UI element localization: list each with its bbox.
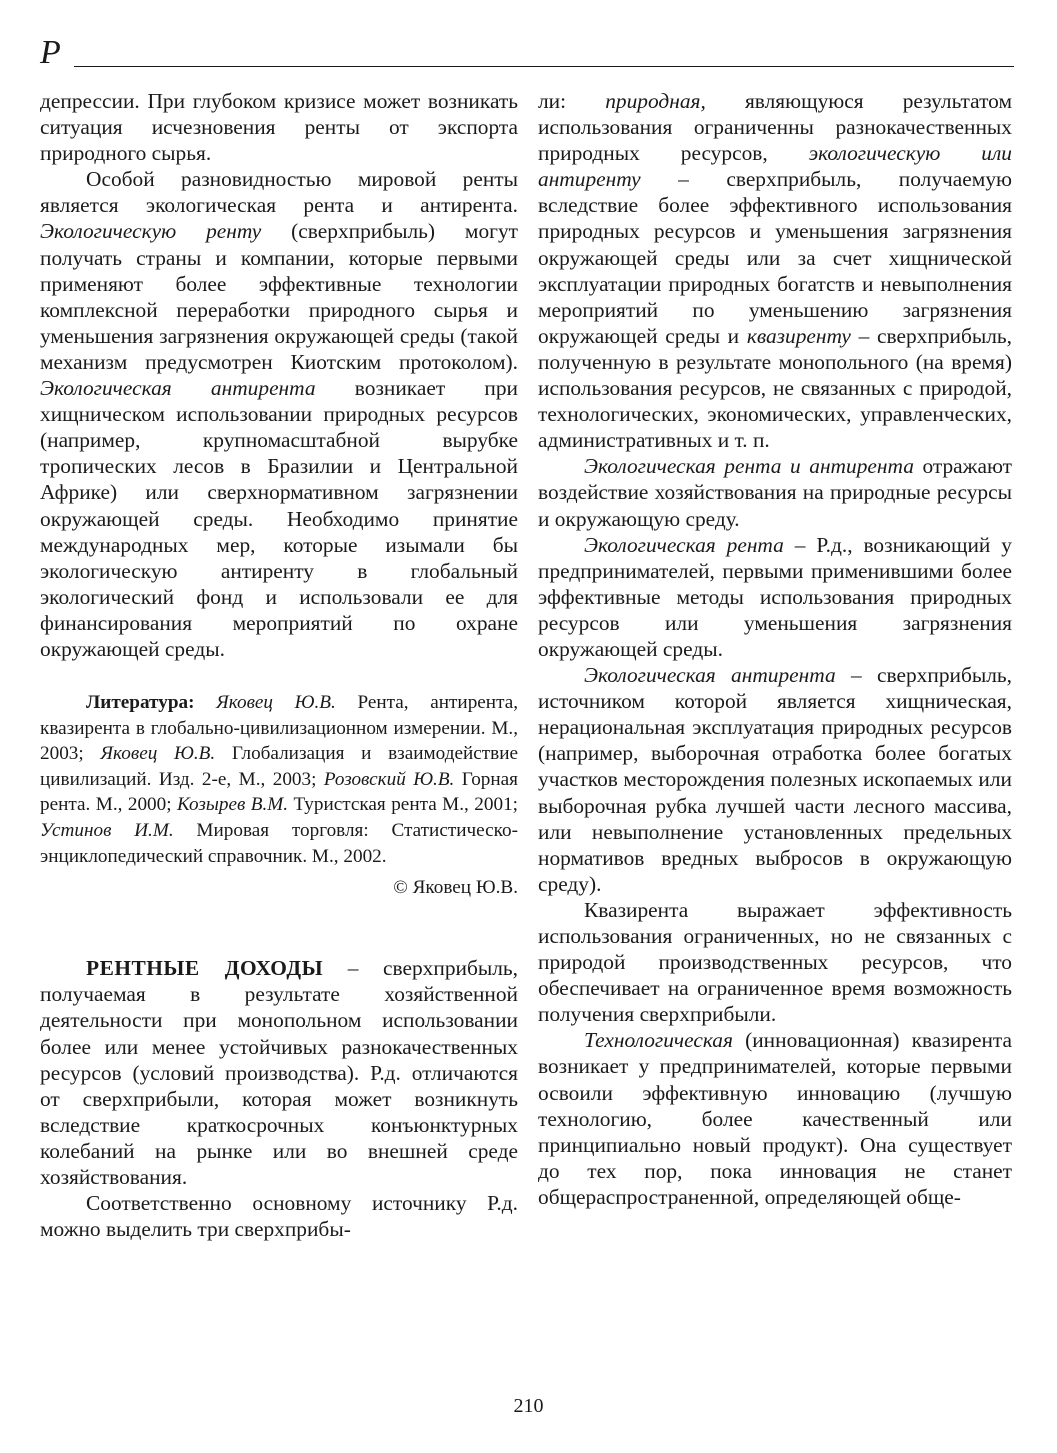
paragraph: Технологическая (инновационная) квазирента возникает у предпринимателей, которые первыми освоили эффективную инновацию (лучшую технологию, более качественный или принципиально новый продукт). Она существует до тех пор, пока инновация не станет общераспространенной, определяющей обще- <box>538 1028 1012 1209</box>
paragraph: Экологическая антирента – сверхприбыль, источником которой является хищническая, нерациональная эксплуатация природных ресурсов (например, выборочная отработка более богатых участков месторождения полезных ископаемых или выборочная рубка лучшей части лесного массива, или невыполнение установленных предельных нормативов вредных выбросов в окружающую среду). <box>538 663 1012 896</box>
paragraph: Экологическая рента и антирента отражают воздействие хозяйствования на природные ресурсы и окружающую среду. <box>538 454 1012 531</box>
paragraph: Экологическая рента – Р.д., возникающий у предпринимателей, первыми применившими более эффективные методы использования природных ресурсов или уменьшения загрязнения окружающей среды. <box>538 532 1012 661</box>
paragraph: Особой разновидностью мировой ренты является экологическая рента и антирента. Экологическую ренту (сверхприбыль) могут получать страны и компании, которые первыми применяют более эффективные технологии комплексной переработки природного сырья и уменьшения загрязнения окружающей среды (такой механизм предусмотрен Киотским протоколом). Экологическая антирента возникает при хищническом использовании природных ресурсов (например, крупномасштабной вырубке тропических лесов в Бразилии и Центральной Африке) или сверхнормативном загрязнении окружающей среды. Необходимо принятие международных мер, которые изымали бы экологическую антиренту в глобальный экологический фонд и использовали ее для финансирования мероприятий по охране окружающей среды. <box>40 167 518 661</box>
right-column <box>538 88 1012 1210</box>
header-letter: Р <box>40 34 61 71</box>
paragraph: депрессии. При глубоком кризисе может возникать ситуация исчезновения ренты от экспорта природного сырья. <box>40 89 518 166</box>
entry-paragraph: РЕНТНЫЕ ДОХОДЫ – сверхприбыль, получаемая в результате хозяйственной деятельности при монопольном использовании более или менее устойчивых разнокачественных ресурсов (условий производства). Р.д. отличаются от сверхприбыли, которая может возникнуть вследствие краткосрочных конъюнктурных колебаний на рынке или во внешней среде хозяйствования. <box>40 956 518 1189</box>
paragraph: Квазирента выражает эффективность использования ограниченных, но не связанных с природой производственных ресурсов, что обеспечивает на ограниченное время возможность получения сверхприбыли. <box>538 897 1012 1027</box>
paragraph: ли: природная, являющуюся результатом использования ограниченны разнокачественных природных ресурсов, экологическую или антиренту – сверхприбыль, получаемую вследствие более эффективного использования природных ресурсов и уменьшения загрязнения окружающей среды или за счет хищнической эксплуатации природных богатств и невыполнения мероприятий по уменьшению загрязнения окружающей среды и квазиренту – сверхприбыль, полученную в результате монопольного (на время) использования ресурсов, не связанных с природой, технологических, экономических, управленческих, административных и т. п. <box>538 89 1013 453</box>
paragraph: Соответственно основному источнику Р.д. можно выделить три сверхприбы- <box>40 1191 518 1242</box>
header-rule <box>74 66 1014 67</box>
copyright: © Яковец Ю.В. <box>393 877 518 899</box>
left-column <box>40 88 518 1242</box>
literature-list: Литература: Яковец Ю.В. Рента, антирента, квазирента в глобально-цивилизационном измерении. М., 2003; Яковец Ю.В. Глобализация и взаимодействие цивилизаций. Изд. 2-е, М., 2003; Розовский Ю.В. Горная рента. М., 2000; Козырев В.М. Туристская рента М., 2001; Устинов И.М. Мировая торговля: Статистическо-энциклопедический справочник. М., 2002. <box>40 692 519 867</box>
entry-term: РЕНТНЫЕ ДОХОДЫ <box>86 956 324 981</box>
page-number: 210 <box>513 1395 544 1417</box>
